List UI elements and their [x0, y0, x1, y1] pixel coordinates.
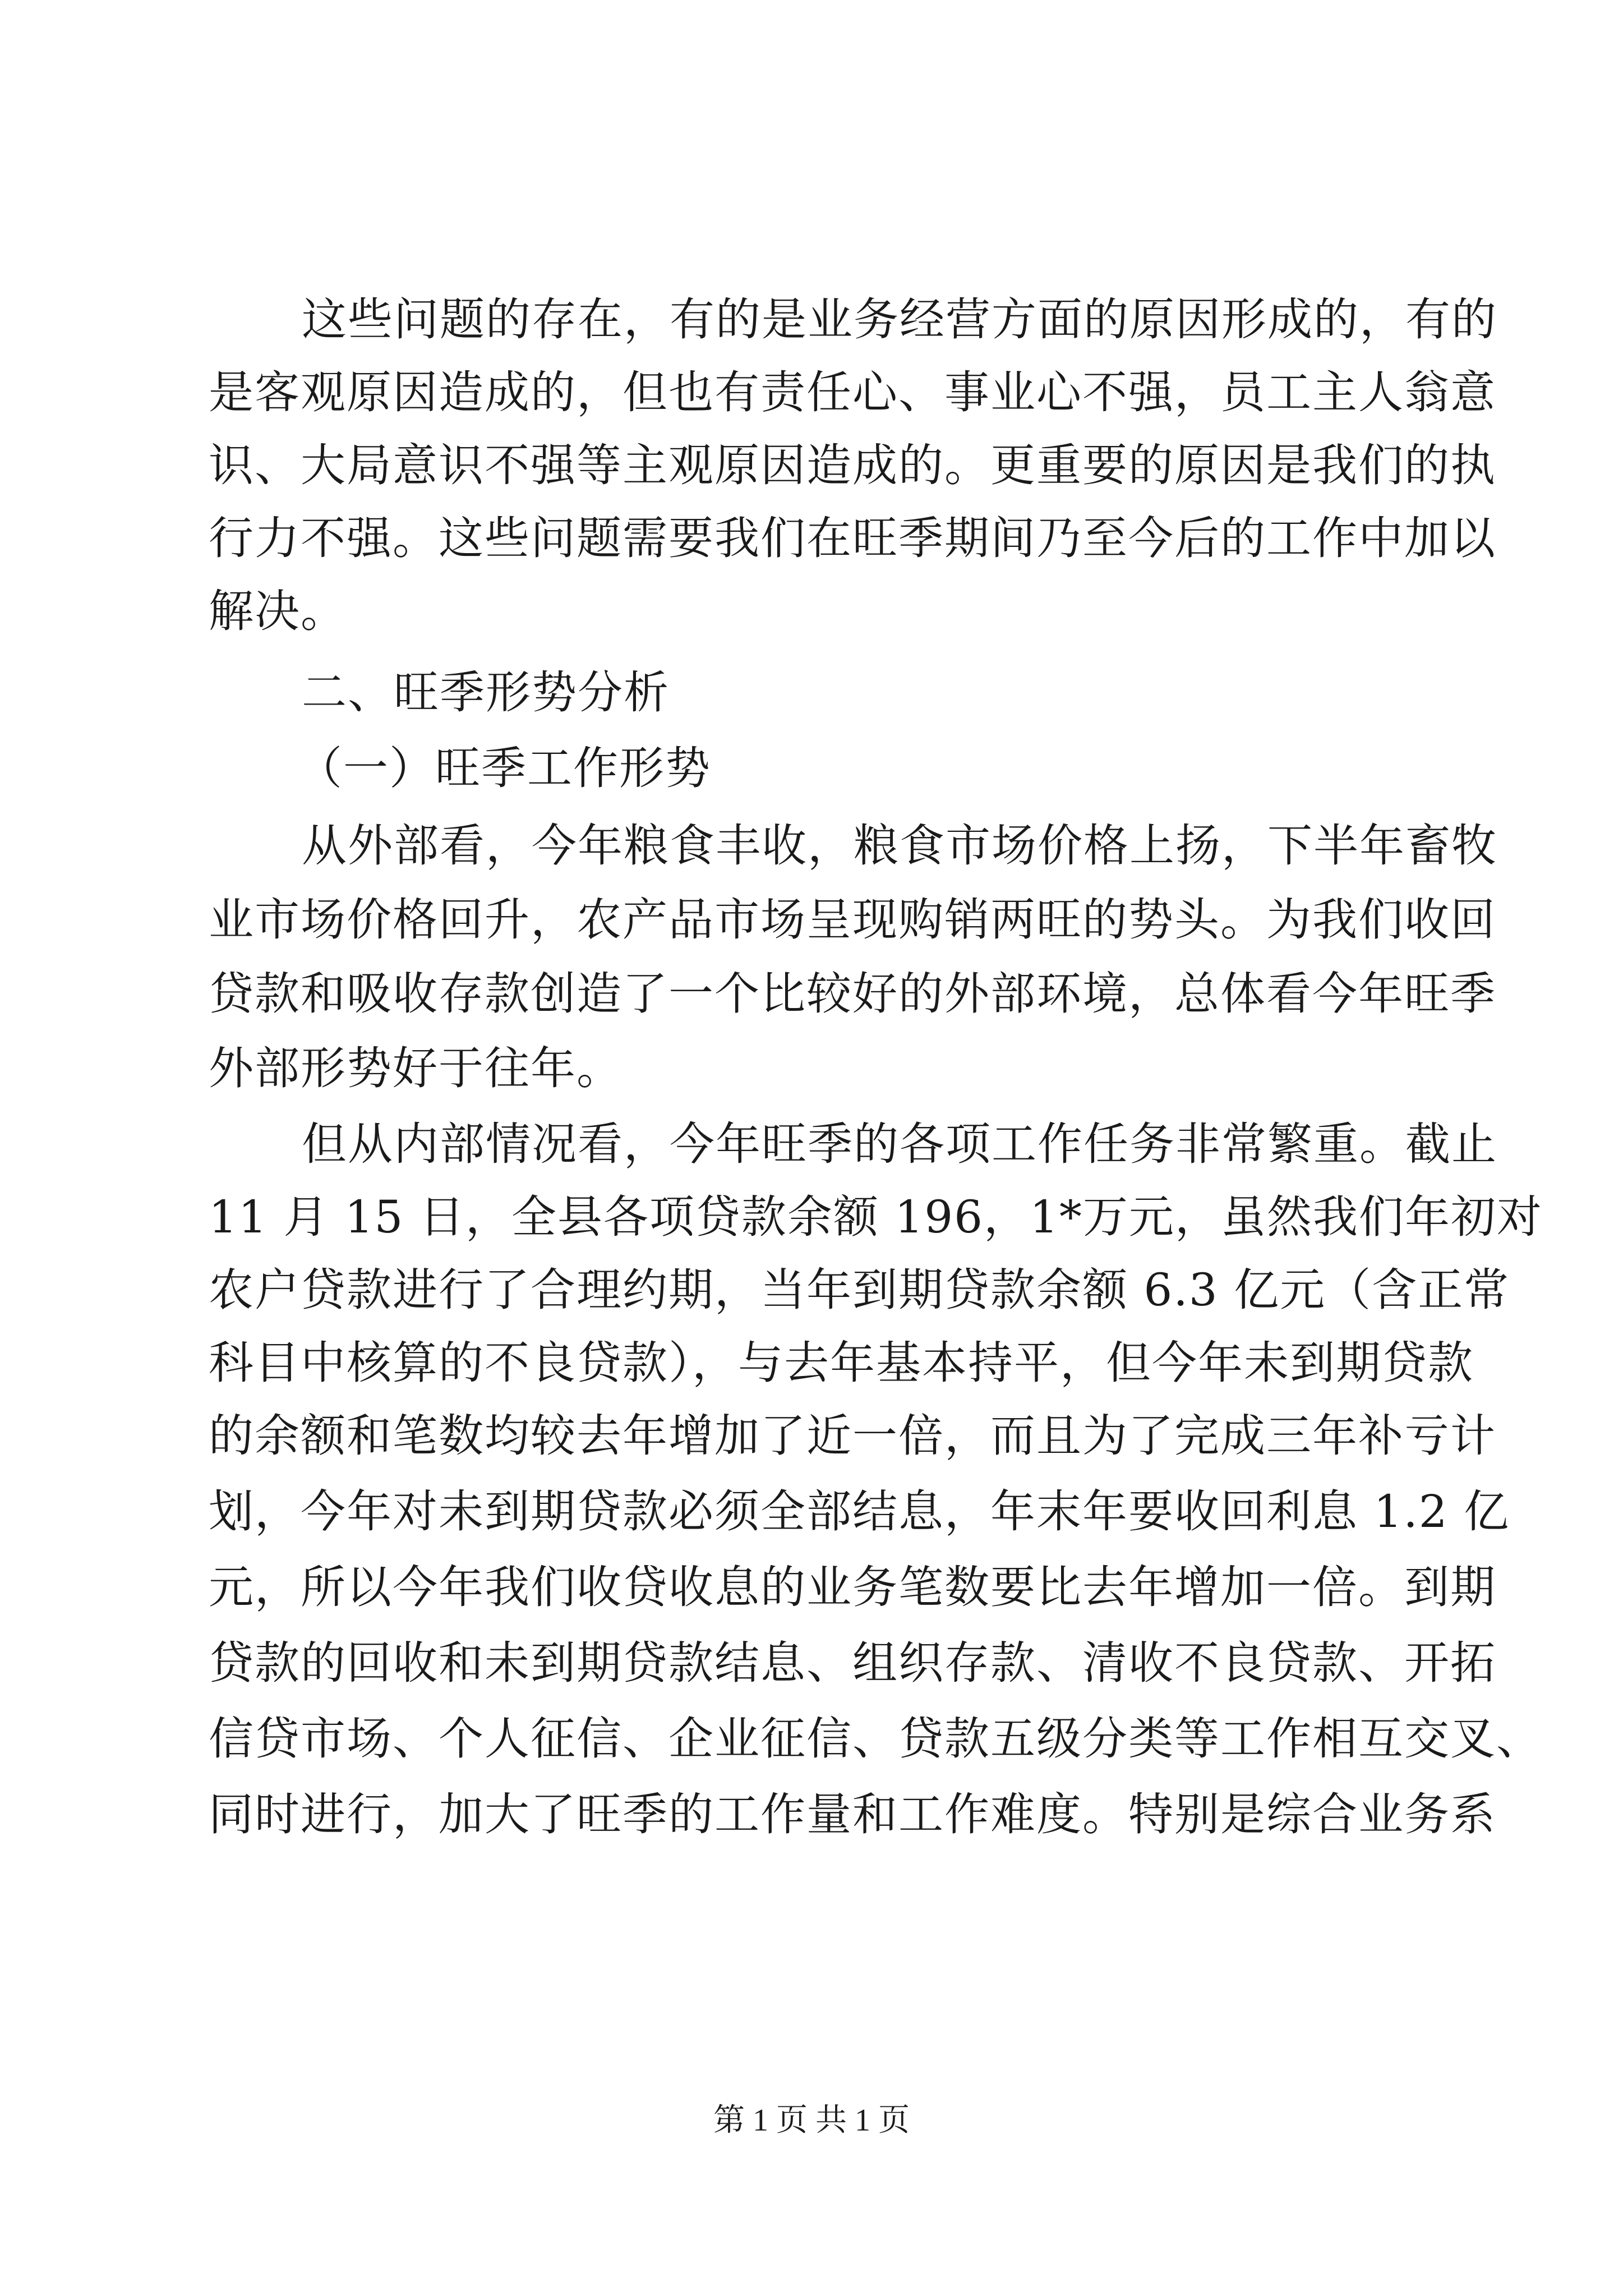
text-line: 业市场价格回升，农产品市场呈现购销两旺的势头。为我们收回 — [209, 894, 1496, 946]
text-line: 识、大局意识不强等主观原因造成的。更重要的原因是我们的执 — [209, 439, 1496, 491]
text-line: 的余额和笔数均较去年增加了近一倍，而且为了完成三年补亏计 — [209, 1410, 1496, 1462]
text-line: 从外部看，今年粮食丰收，粮食市场价格上扬，下半年畜牧 — [302, 820, 1497, 872]
text-line: 11 月 15 日，全县各项贷款余额 196，1*万元，虽然我们年初对 — [209, 1191, 1543, 1243]
text-line: 行力不强。这些问题需要我们在旺季期间乃至今后的工作中加以 — [209, 512, 1496, 564]
text-line: 划，今年对未到期贷款必须全部结息，年末年要收回利息 1.2 亿 — [209, 1485, 1510, 1538]
text-line: 信贷市场、个人征信、企业征信、贷款五级分类等工作相互交叉、 — [209, 1713, 1542, 1765]
text-line: 贷款和吸收存款创造了一个比较好的外部环境，总体看今年旺季 — [209, 968, 1496, 1020]
section-heading: 二、旺季形势分析 — [302, 666, 670, 719]
text-line: 这些问题的存在，有的是业务经营方面的原因形成的，有的 — [302, 293, 1497, 346]
text-line: 是客观原因造成的，但也有责任心、事业心不强，员工主人翁意 — [209, 366, 1496, 418]
text-line: 元，所以今年我们收贷收息的业务笔数要比去年增加一倍。到期 — [209, 1561, 1496, 1613]
text-line: 贷款的回收和未到期贷款结息、组织存款、清收不良贷款、开拓 — [209, 1637, 1496, 1689]
text-line: 农户贷款进行了合理约期，当年到期贷款余额 6.3 亿元（含正常 — [209, 1264, 1510, 1316]
text-line: 但从内部情况看，今年旺季的各项工作任务非常繁重。截止 — [302, 1118, 1497, 1170]
text-line: 科目中核算的不良贷款），与去年基本持平，但今年未到期贷款 — [209, 1337, 1474, 1389]
subsection-heading: （一）旺季工作形势 — [297, 742, 711, 794]
page-footer: 第 1 页 共 1 页 — [713, 2103, 910, 2138]
text-line: 外部形势好于往年。 — [209, 1042, 623, 1094]
text-line: 解决。 — [209, 585, 347, 637]
text-line: 同时进行，加大了旺季的工作量和工作难度。特别是综合业务系 — [209, 1788, 1496, 1841]
